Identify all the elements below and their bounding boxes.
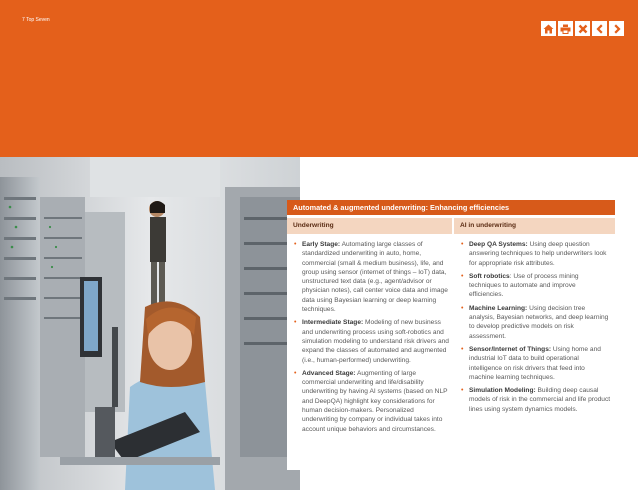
underwriting-heading: Underwriting [287,218,452,234]
list-item [294,240,450,314]
list-item [461,386,611,414]
item-text: Modeling of new business and underwriting process using soft-robotics and simulation modeling to understand risk drivers and expand the classes of automated and augmented (i.e., human-performed) underwriting. [302,319,449,364]
close-icon [578,24,588,34]
item-term: Advanced Stage: [302,369,356,377]
bullet-icon: • [294,241,297,248]
column-headers [287,218,615,234]
item-text: Using decision tree analysis, Bayesian networks, and deep learning to develop predictive models on risk assessment. [469,304,609,340]
previous-page-button[interactable] [592,21,607,36]
home-button[interactable] [541,21,556,36]
list-item [461,345,611,382]
item-text: Using deep question answering techniques to help underwriters look for appropriate risk attributes. [469,241,607,267]
item-term: Deep QA Systems: [469,241,528,248]
item-text: Using home and industrial IoT data to build operational intelligence on risk drivers that feed into machine learning techniques. [469,345,601,381]
item-text: : Use of process mining techniques to automate and improve efficiencies. [469,272,579,299]
list-item [461,240,611,268]
list-item [294,318,450,364]
print-button[interactable] [558,21,573,36]
item-term: Soft robotics [469,272,510,280]
header-banner [0,0,638,157]
page-label: 7 Top Seven [22,17,50,23]
list-item [461,272,611,300]
bullet-icon: • [294,319,297,327]
item-text: Augmenting of large commercial underwriting and life/disability underwriting by having AI systems (based on NLP and DeepQA) highlight key considerations for human decision-makers. Personalized underwriting by company or individual takes into account unique behaviors and circumstances. [302,369,448,433]
item-term: Sensor/Internet of Things: [469,345,552,353]
panel-title: Automated & augmented underwriting: Enhancing efficiencies [287,200,615,215]
chevron-right-icon [612,24,622,34]
bullet-icon: • [461,387,464,395]
next-page-button[interactable] [609,21,624,36]
underwriting-panel [287,200,615,470]
item-text: Building deep causal models of risk in the commercial and life product lines using system dynamics models. [469,387,611,413]
chevron-left-icon [595,24,605,34]
item-term: Intermediate Stage: [302,319,364,327]
item-term: Machine Learning: [469,304,528,312]
close-button[interactable] [575,21,590,36]
ai-underwriting-heading: AI in underwriting [454,218,615,234]
home-icon [543,24,554,34]
list-item [294,369,450,434]
item-text: Automating large classes of standardized underwriting in auto, home, commercial (small & medium business), life, and group using sensor (internet of things – IoT) data, unstructured text data (e.g., agent/advisor or physician notes), call center voice data and image data using Bayesian learning or deep learning techniques. [302,241,448,314]
bullet-icon: • [461,241,464,248]
list-item [461,304,611,341]
bullet-icon: • [461,304,464,312]
print-icon [560,24,571,34]
underwriting-column [287,240,454,438]
photo [0,157,300,490]
ai-underwriting-column [454,240,615,438]
nav-bar [541,21,624,36]
bullet-icon: • [461,345,464,353]
bullet-icon: • [294,369,297,377]
bullet-icon: • [461,272,464,280]
columns [287,240,615,438]
item-term: Early Stage: [302,241,341,248]
item-term: Simulation Modeling: [469,387,536,395]
